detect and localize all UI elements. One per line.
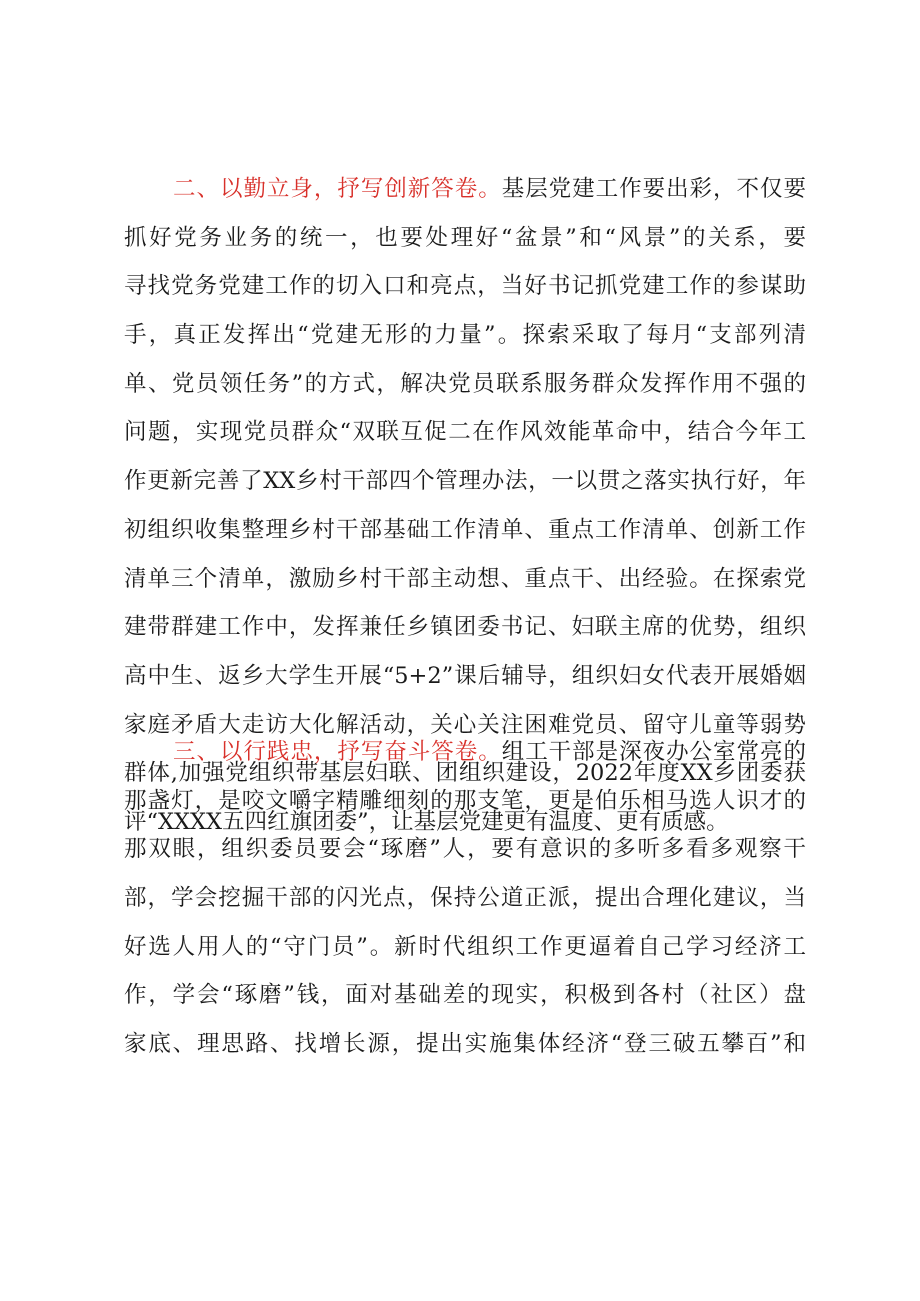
paragraph-line: 群体,加强党组织带基层妇联、团组织建设，2022年度XX乡团委获 [124,760,806,787]
paragraph-line: 寻找党务党建工作的切入口和亮点，当好书记抓党建工作的参谋助 [124,273,806,300]
paragraph-line: 初组织收集整理乡村干部基础工作清单、重点工作清单、创新工作 [124,516,806,543]
paragraph-line: 作更新完善了XX乡村干部四个管理办法，一以贯之落实执行好，年 [124,468,806,495]
paragraph-line: 清单三个清单，激励乡村干部主动想、重点干、出经验。在探索党 [124,565,806,592]
paragraph-line: 部，学会挖掘干部的闪光点，保持公道正派，提出合理化建议，当 [124,885,806,912]
paragraph-line: 单、党员领任务”的方式，解决党员联系服务群众发挥作用不强的 [124,370,806,397]
paragraph-line: 建带群建工作中，发挥兼任乡镇团委书记、妇联主席的优势，组织 [124,614,806,641]
paragraph-line: 那盏灯，是咬文嚼字精雕细刻的那支笔，更是伯乐相马选人识才的 [124,787,806,814]
paragraph-line: 评“XXXX五四红旗团委”，让基层党建更有温度、更有质感。 [124,808,729,835]
paragraph-line: 高中生、返乡大学生开展“5+2”课后辅导，组织妇女代表开展婚姻 [124,662,806,689]
paragraph-line: 那双眼，组织委员要会“琢磨”人，要有意识的多听多看多观察干 [124,836,806,863]
section-heading: 二、以勤立身，抒写创新答卷。 [173,176,502,202]
paragraph-line: 作，学会“琢磨”钱，面对基础差的现实，积极到各村（社区）盘 [124,982,806,1009]
paragraph-text: 基层党建工作要出彩，不仅要 [501,176,806,202]
paragraph-first-line [124,165,806,214]
paragraph-line: 家底、理思路、找增长源，提出实施集体经济“登三破五攀百”和 [124,1031,806,1058]
paragraph-line: 好选人用人的“守门员”。新时代组织工作更逼着自己学习经济工 [124,933,806,960]
paragraph-line: 抓好党务业务的统一，也要处理好“盆景”和“风景”的关系，要 [124,224,806,251]
paragraph-text: 组工干部是深夜办公室常亮的 [501,739,806,765]
paragraph-line: 手，真正发挥出“党建无形的力量”。探索采取了每月“支部列清 [124,322,806,349]
paragraph-first-line [124,728,806,777]
paragraph-section-3 [124,728,806,1069]
paragraph-line: 家庭矛盾大走访大化解活动，关心关注困难党员、留守儿童等弱势 [124,711,806,738]
section-heading: 三、以行践忠，抒写奋斗答卷。 [173,739,502,765]
paragraph-line: 问题，实现党员群众“双联互促二在作风效能革命中，结合今年工 [124,419,806,446]
